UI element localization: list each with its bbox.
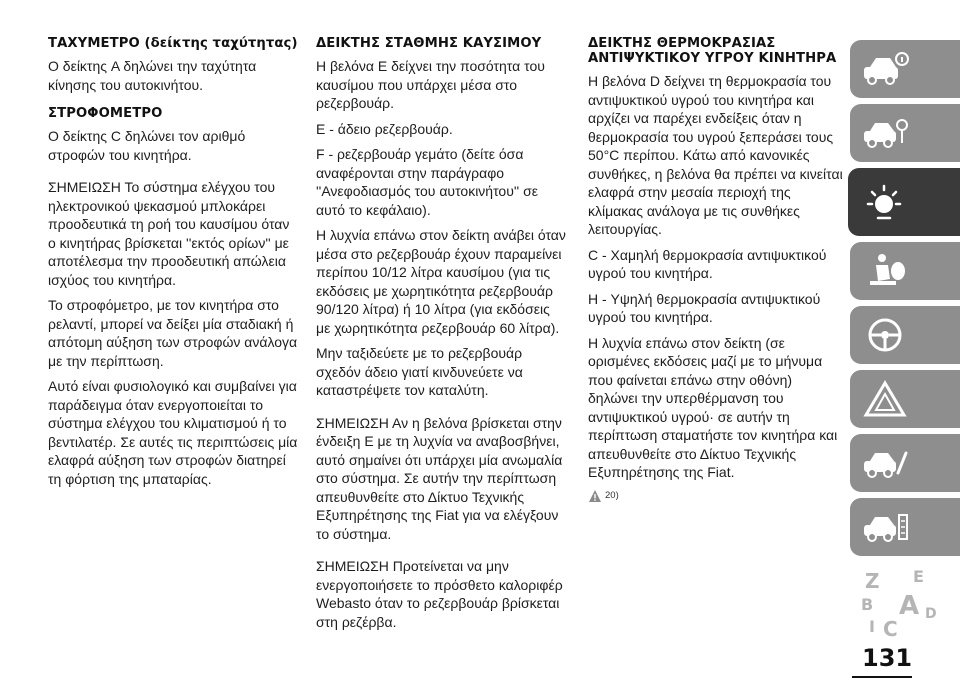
tab-dashboard[interactable]	[848, 168, 960, 236]
para-coolant-low: C - Χαμηλή θερμοκρασία αντιψυκτικού υγρού του κινητήρα.	[588, 246, 827, 281]
heading-coolant-temp: ΔΕΙΚΤΗΣ ΘΕΡΜΟΚΡΑΣΙΑΣ ΑΝΤΙΨΥΚΤΙΚΟΥ ΥΓΡΟΥ ΚΙΝΗΤΗΡΑ	[588, 36, 837, 66]
tab-car-key[interactable]	[850, 104, 960, 162]
warning-reference-number: 20)	[605, 490, 619, 501]
tab-car-info[interactable]	[850, 40, 960, 98]
index-letter-e: E	[913, 567, 924, 586]
heading-fuel-gauge: ΔΕΙΚΤΗΣ ΣΤΑΘΜΗΣ ΚΑΥΣΙΜΟΥ	[316, 36, 542, 51]
tab-emergency[interactable]	[850, 370, 960, 428]
alphabetical-index-graphic	[855, 566, 955, 646]
heading-tachometer: ΣΤΡΟΦΟΜΕΤΡΟ	[48, 106, 163, 121]
column-speedometer-tachometer	[48, 36, 298, 495]
car-info-icon	[860, 49, 910, 89]
column-coolant-temp	[588, 36, 844, 503]
para-fuel-full: F - ρεζερβουάρ γεμάτο (δείτε όσα αναφέρονται στην παράγραφο ''Ανεφοδιασμός του αυτοκινήτου'' σε αυτό το κεφάλαιο).	[316, 146, 538, 218]
technical-data-icon	[860, 507, 910, 547]
car-wrench-icon	[860, 443, 910, 483]
para-fuel-warning: Μην ταξιδεύετε με το ρεζερβουάρ σχεδόν άδειο γιατί κινδυνεύετε να καταστρέψετε τον καταλύτη.	[316, 345, 523, 398]
index-letter-i: I	[869, 617, 875, 636]
dashboard-light-icon	[858, 182, 908, 222]
steering-wheel-icon	[860, 315, 910, 355]
column-fuel-gauge	[316, 36, 568, 638]
index-letter-a: A	[899, 591, 920, 621]
airbag-seat-icon	[860, 251, 910, 291]
para-coolant-needle: Η βελόνα D δείχνει τη θερμοκρασία του αντιψυκτικού υγρού του κινητήρα και αρχίζει να παρέχει ενδείξεις όταν η θερμοκρασία του υγρού ξεπεράσει τους 50°C περίπου. Κάτω από κανονικές συνθήκες, η βελόνα θα πρέπει να κινείται ελαφρά στην μεσαία περιοχή της κλίμακας ανάλογα με τις συνθήκες λειτουργίας.	[588, 73, 843, 237]
tab-driving[interactable]	[850, 306, 960, 364]
para-fuel-empty: E - άδειο ρεζερβουάρ.	[316, 120, 453, 137]
index-letter-c: C	[883, 617, 898, 641]
note-injection: ΣΗΜΕΙΩΣΗ Το σύστημα ελέγχου του ηλεκτρονικού ψεκασμού μπλοκάρει προοδευτικά τη ροή του καυσίμου όταν ο κινητήρας βρίσκεται ''εκτός ορίων'' με αποτέλεσμα την προοδευτική απώλεια ισχύος του κινητήρα.	[48, 179, 290, 288]
car-key-icon	[860, 113, 910, 153]
para-speedometer: Ο δείκτης A δηλώνει την ταχύτητα κίνησης του αυτοκινήτου.	[48, 58, 257, 93]
chapter-index-sidebar	[850, 40, 960, 640]
page-number: 131	[862, 644, 913, 672]
para-coolant-light: Η λυχνία επάνω στον δείκτη (σε ορισμένες εκδόσεις μαζί με το μήνυμα που φαίνεται επάνω στην οθόνη) δηλώνει την υπερθέρμανση του αντιψυκτικού υγρού· σε αυτήν τη περίπτωση σταματήστε τον κινητήρα και απευθυνθείτε στο Δίκτυο Τεχνικής Εξυπηρέτησης της Fiat.	[588, 334, 838, 480]
heading-speedometer: ΤΑΧΥΜΕΤΡΟ (δείκτης ταχύτητας)	[48, 36, 298, 51]
tab-technical-data[interactable]	[850, 498, 960, 556]
para-fuel-light: Η λυχνία επάνω στον δείκτη ανάβει όταν μέσα στο ρεζερβουάρ έχουν παραμείνει περίπου 10/12 λίτρα καυσίμου (για τις εκδόσεις με χωρητικότητα ρεζερβουάρ 90/120 λίτρα) ή 10 λίτρα (για εκδόσεις με χωρητικότητα ρεζερβουάρ 60 λίτρα).	[316, 227, 566, 336]
index-letter-z: Z	[865, 569, 880, 593]
para-normal: Αυτό είναι φυσιολογικό και συμβαίνει για παράδειγμα όταν ενεργοποιείται το σύστημα ελέγχου του κλιματισμού ή το βεντιλατέρ. Σε αυτές τις περιπτώσεις μία ελαφρά αύξηση των στροφών διατηρεί τη φόρτιση της μπαταρίας.	[48, 378, 298, 487]
index-letter-b: B	[861, 595, 874, 614]
warning-triangle-icon	[588, 489, 602, 503]
index-letter-d: D	[925, 606, 937, 622]
warning-reference	[588, 489, 844, 503]
tab-safety[interactable]	[850, 242, 960, 300]
note-fuel-fault: ΣΗΜΕΙΩΣΗ Αν η βελόνα βρίσκεται στην ένδειξη E με τη λυχνία να αναβοσβήνει, αυτό σημαίνει ότι υπάρχει μία ανωμαλία στο σύστημα. Σε αυτήν την περίπτωση απευθυνθείτε στο Δίκτυο Τεχνικής Εξυπηρέτησης της Fiat για να ελέγξουν το σύστημα.	[316, 414, 563, 542]
note-webasto: ΣΗΜΕΙΩΣΗ Προτείνεται να μην ενεργοποιήσετε το πρόσθετο καλοριφέρ Webasto όταν το ρεζερβουάρ βρίσκεται στη ρεζέρβα.	[316, 558, 563, 630]
para-fuel-needle: Η βελόνα E δείχνει την ποσότητα του καυσίμου που υπάρχει μέσα στο ρεζερβουάρ.	[316, 58, 545, 111]
warning-triangle-icon	[860, 379, 910, 419]
tab-maintenance[interactable]	[850, 434, 960, 492]
para-coolant-high: H - Υψηλή θερμοκρασία αντιψυκτικού υγρού του κινητήρα.	[588, 290, 821, 325]
page-number-underline	[852, 676, 912, 678]
para-idle: Το στροφόμετρο, με τον κινητήρα στο ρελαντί, μπορεί να δείξει μία σταδιακή ή απότομη αύξηση των στροφών ανάλογα με την περίπτωση.	[48, 297, 298, 369]
para-tachometer: Ο δείκτης C δηλώνει τον αριθμό στροφών του κινητήρα.	[48, 128, 246, 163]
